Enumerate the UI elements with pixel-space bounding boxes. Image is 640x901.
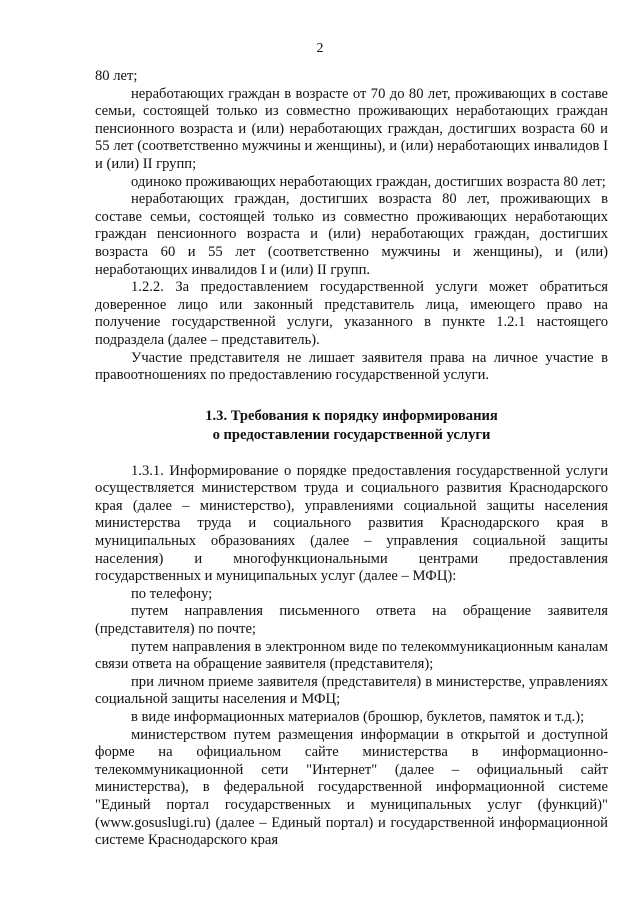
section-1-3 (95, 463, 608, 850)
paragraph: 1.3.1. Информирование о порядке предоставления государственной услуги осуществляется министерством труда и социального развития Краснодарского края (далее – министерство), управлениями социальной защиты населения министерства труда и социального развития Краснодарского края в муниципальных образованиях (далее – управления социальной защиты населения) и многофункциональными центрами предоставления государственных и муниципальных услуг (далее – МФЦ): (95, 462, 608, 585)
section-1-2-continuation (95, 68, 608, 385)
section-heading-line-1: 1.3. Требования к порядку информирования (205, 407, 498, 424)
paragraph: 80 лет; (95, 68, 138, 84)
paragraph: путем направления в электронном виде по телекоммуникационным каналам связи ответа на обращение заявителя (представителя); (95, 638, 608, 673)
paragraph: министерством путем размещения информации в открытой и доступной форме на официальном сайте министерства в информационно-телекоммуникационной сети "Интернет" (далее – официальный сайт министерства), в федеральной государственной информационной системе "Единый портал государственных и муниципальных услуг (функций)" (www.gosuslugi.ru) (далее – Единый портал) и государственной информационной системе Краснодарского края (95, 726, 608, 849)
paragraph: путем направления письменного ответа на обращение заявителя (представителя) по почте; (95, 603, 608, 638)
paragraph: при личном приеме заявителя (представителя) в министерстве, управлениях социальной защиты населения и МФЦ; (95, 673, 608, 708)
paragraph: одиноко проживающих неработающих граждан, достигших возраста 80 лет; (131, 173, 606, 190)
page-number: 2 (316, 41, 324, 56)
section-heading-line-2: о предоставлении государственной услуги (212, 426, 491, 443)
paragraph: неработающих граждан, достигших возраста 80 лет, проживающих в составе семьи, состоящей только из совместно проживающих неработающих граждан пенсионного возраста и (или) неработающих граждан, достигших возраста 60 и 55 лет (соответственно мужчины и женщины), и (или) неработающих инвалидов I и (или) II групп. (95, 191, 608, 278)
paragraph: неработающих граждан в возрасте от 70 до 80 лет, проживающих в составе семьи, состоящей только из совместно проживающих неработающих граждан пенсионного возраста и (или) неработающих граждан, достигших возраста 60 и 55 лет (соответственно мужчины и женщины), и (или) неработающих инвалидов I и (или) II групп; (95, 85, 608, 172)
paragraph: по телефону; (131, 585, 213, 602)
paragraph: в виде информационных материалов (брошюр, буклетов, памяток и т.д.); (131, 709, 585, 725)
paragraph: Участие представителя не лишает заявителя права на личное участие в правоотношениях по предоставлению государственной услуги. (95, 349, 608, 384)
paragraph: 1.2.2. За предоставлением государственной услуги может обратиться доверенное лицо или законный представитель лица, имеющего право на получение государственной услуги, указанного в пункте 1.2.1 настоящего подраздела (далее – представитель). (95, 279, 608, 348)
section-heading (95, 407, 608, 445)
document-body (95, 68, 608, 850)
